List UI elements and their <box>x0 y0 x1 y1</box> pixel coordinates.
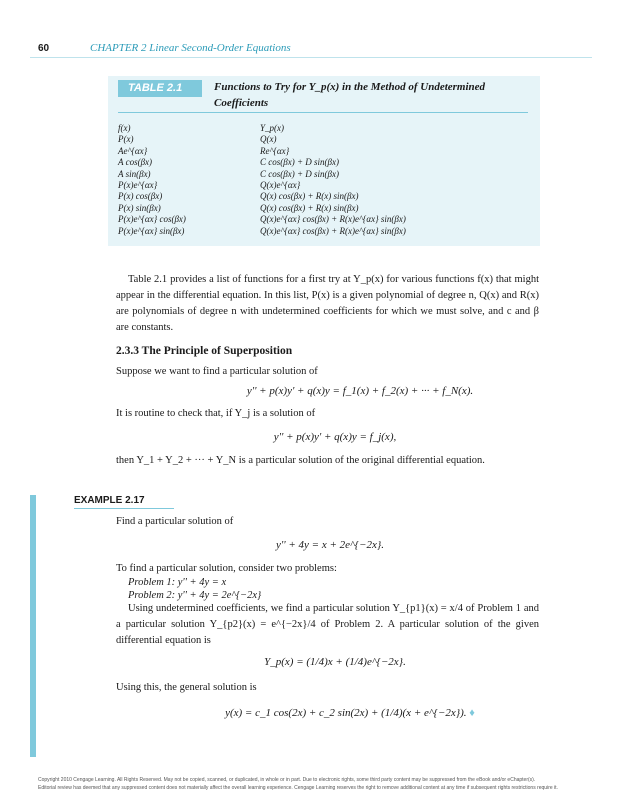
table-cell-f: P(x) <box>118 134 134 145</box>
example-paragraph-4: Using this, the general solution is <box>116 682 257 693</box>
end-of-example-icon: ♦ <box>469 707 475 719</box>
table-cell-f: P(x) cos(βx) <box>118 191 163 202</box>
footer-editorial: Editorial review has deemed that any suppressed content does not materially affect the overall learning experience. Cengage Learning reserves the right to remove additional content at any time if subsequent rights restrictions require it. <box>38 785 558 791</box>
table-right-column <box>260 123 535 237</box>
section-paragraph-3: then Y_1 + Y_2 + ··· + Y_N is a particular solution of the original differential equation. <box>116 455 485 466</box>
example-problem-2: Problem 2: y'' + 4y = 2e^{−2x} <box>128 590 262 601</box>
table-cell-yp: C cos(βx) + D sin(βx) <box>260 157 340 168</box>
table-left-column <box>118 123 258 237</box>
table-cell-f: P(x)e^{αx} sin(βx) <box>118 225 185 236</box>
table-cell-f: A sin(βx) <box>118 168 151 179</box>
equation-superposition: y'' + p(x)y' + q(x)y = f_1(x) + f_2(x) + ··· + f_N(x). <box>246 385 474 397</box>
example-paragraph-1: Find a particular solution of <box>116 516 234 527</box>
chapter-heading: CHAPTER 2 Linear Second-Order Equations <box>90 42 291 54</box>
table-cell-f: Ae^{αx} <box>118 145 148 156</box>
equation-single-term: y'' + p(x)y' + q(x)y = f_j(x), <box>273 431 397 443</box>
example-label: EXAMPLE 2.17 <box>74 495 145 506</box>
table-cell-yp: C cos(βx) + D sin(βx) <box>260 168 340 179</box>
example-general-solution <box>160 707 540 719</box>
table-cell-f: P(x)e^{αx} <box>118 180 158 191</box>
table-cell-f: P(x) sin(βx) <box>118 202 161 213</box>
example-particular-solution: Y_p(x) = (1/4)x + (1/4)e^{−2x}. <box>264 656 406 668</box>
table-cell-f: f(x) <box>118 123 131 133</box>
table-cell-yp: Q(x)e^{αx} cos(βx) + R(x)e^{αx} sin(βx) <box>260 225 406 236</box>
table-divider <box>118 112 528 113</box>
example-equation: y'' + 4y = x + 2e^{−2x}. <box>276 539 384 551</box>
table-tag: TABLE 2.1 <box>118 80 202 97</box>
table-cell-yp: Q(x)e^{αx} <box>260 180 301 191</box>
table-title: Functions to Try for Y_p(x) in the Method of Undetermined Coefficients <box>214 81 486 109</box>
section-paragraph-1: Suppose we want to find a particular solution of <box>116 366 318 377</box>
example-divider <box>74 508 174 509</box>
footer-copyright: Copyright 2010 Cengage Learning. All Rights Reserved. May not be copied, scanned, or duplicated, in whole or in part. Due to electronic rights, some third party content may be suppressed from the eBook and/or eChapter(s). <box>38 777 536 783</box>
example-problem-1: Problem 1: y'' + 4y = x <box>128 577 227 588</box>
intro-paragraph: Table 2.1 provides a list of functions for a first try at Y_p(x) for various functions f(x) that might appear in the differential equation. In this list, P(x) is a given polynomial of degree n, Q(x) and R(x) are polynomials of degree n with undetermined coefficients for which we must solve, and c and β are constants. <box>116 274 539 333</box>
general-solution-text: y(x) = c_1 cos(2x) + c_2 sin(2x) + (1/4)(x + e^{−2x}). <box>225 707 467 719</box>
table-cell-yp: Re^{αx} <box>260 145 290 156</box>
table-cell-yp: Q(x)e^{αx} cos(βx) + R(x)e^{αx} sin(βx) <box>260 214 406 225</box>
table-cell-yp: Q(x) <box>260 134 277 145</box>
example-margin-bar <box>30 495 36 757</box>
table-cell-yp: Y_p(x) <box>260 123 284 133</box>
example-paragraph-2: To find a particular solution, consider two problems: <box>116 563 337 574</box>
table-cell-f: A cos(βx) <box>118 157 153 168</box>
table-cell-yp: Q(x) cos(βx) + R(x) sin(βx) <box>260 202 359 213</box>
example-paragraph-3: Using undetermined coefficients, we find a particular solution Y_{p1}(x) = x/4 of Problem 1 and a particular solution Y_{p2}(x) = e^{−2x}/4 of Problem 2. A particular solution of the given differential equation is <box>116 603 539 646</box>
section-heading: 2.3.3 The Principle of Superposition <box>116 345 293 357</box>
table-cell-f: P(x)e^{αx} cos(βx) <box>118 214 186 225</box>
table-cell-yp: Q(x) cos(βx) + R(x) sin(βx) <box>260 191 359 202</box>
header-divider <box>30 57 592 58</box>
page-number: 60 <box>38 43 50 54</box>
section-paragraph-2: It is routine to check that, if Y_j is a solution of <box>116 408 316 419</box>
